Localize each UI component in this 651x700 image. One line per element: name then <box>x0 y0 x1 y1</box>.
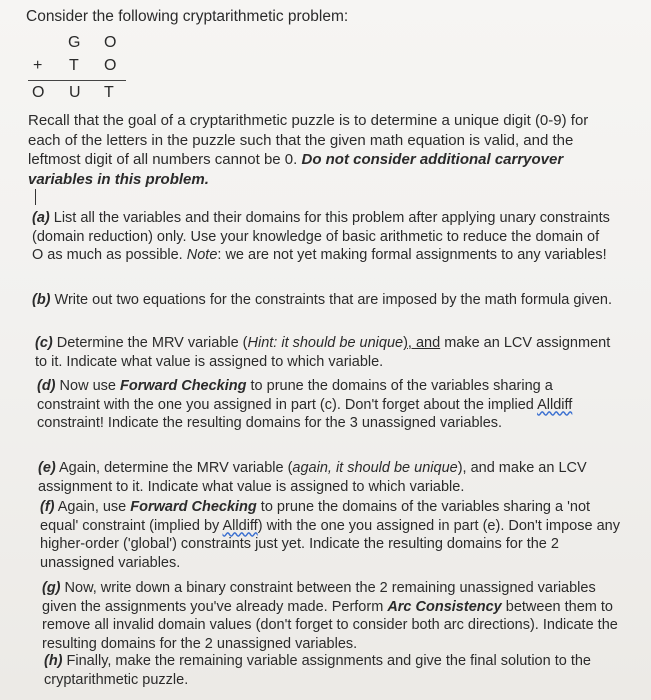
part-f-text-2: to prune the domains of the variables sharing a 'not equal' constraint (implied by <box>40 499 591 534</box>
part-a-label: (a) <box>32 210 50 226</box>
letter-o: O <box>104 34 117 51</box>
part-e-hint: again, it should be unique <box>292 460 458 476</box>
recall-paragraph <box>28 111 618 189</box>
part-c-text-3: make an LCV assignment to it. Indicate what value is assigned to which variable. <box>35 335 611 370</box>
letter-o: O <box>104 57 117 74</box>
part-g-text-2: between them to remove all invalid domain values (don't forget to consider both arc directions). Indicate the resulting domains for the 2 unassigned variables. <box>42 598 618 652</box>
part-a <box>32 209 612 265</box>
addend-to <box>24 57 128 79</box>
forward-checking-term: Forward Checking <box>120 378 247 394</box>
part-d-label: (d) <box>37 378 56 394</box>
addend-go <box>24 34 128 56</box>
part-h-label: (h) <box>44 653 63 669</box>
part-g <box>42 579 622 653</box>
recall-text: Recall that the goal of a cryptarithmetic puzzle is to determine a unique digit (0-9) for each of the letters in the puzzle such that the given math equation is valid, and the leftmost digit of all numbers cannot be 0. <box>28 112 589 168</box>
part-c-hint: Hint: it should be unique <box>247 335 404 351</box>
part-h <box>44 652 624 689</box>
part-g-text: Now, write down a binary constraint between the 2 remaining unassigned variables given the assignments you've already made. Perform <box>42 580 596 615</box>
part-a-text: List all the variables and their domains for this problem after applying unary constraints (domain reduction) only. Use your knowledge of basic arithmetic to reduce the domain of O as much as possible. <box>32 210 610 263</box>
part-a-note: Note <box>186 247 218 263</box>
letter-g: G <box>68 34 81 51</box>
part-e-label: (e) <box>38 460 56 476</box>
part-e-text: Again, determine the MRV variable ( <box>55 460 293 476</box>
arc-consistency-term: Arc Consistency <box>387 598 502 615</box>
part-f-label: (f) <box>40 499 55 515</box>
cryptarithm-puzzle <box>24 32 128 102</box>
part-d-text-3: constraint! Indicate the resulting domains for the 3 unassigned variables. <box>37 415 503 431</box>
recall-bold-note: Do not consider additional carryover variables in this problem. <box>28 151 564 188</box>
part-e-text-2: ), and make an LCV assignment to it. Indicate what value is assigned to which variable. <box>38 460 587 495</box>
part-h-text: Finally, make the remaining variable assignments and give the final solution to the cryptarithmetic puzzle. <box>44 653 591 688</box>
letter-o: O <box>32 84 45 101</box>
alldiff-term: Alldiff <box>222 517 258 534</box>
sum-out <box>24 84 128 106</box>
part-a-text-2: : we are not yet making formal assignments to any variables! <box>217 247 607 263</box>
part-f-text: Again, use <box>54 499 131 515</box>
plus-sign: + <box>33 57 43 74</box>
alldiff-term: Alldiff <box>537 396 573 413</box>
part-f <box>40 498 620 572</box>
part-b-label: (b) <box>32 292 51 308</box>
text-cursor <box>35 189 36 205</box>
letter-t: T <box>104 84 114 101</box>
intro-text: Consider the following cryptarithmetic problem: <box>26 8 349 25</box>
part-c-text: Determine the MRV variable ( <box>52 335 248 351</box>
part-d <box>37 377 617 433</box>
part-f-text-3: ) with the one you assigned in part (e). Don't impose any higher-order ('global') constraints just yet. Indicate the resulting domains for the 2 unassigned variables. <box>40 517 620 571</box>
part-c-label: (c) <box>35 335 53 351</box>
letter-t: T <box>69 57 79 74</box>
part-c <box>35 334 615 371</box>
forward-checking-term: Forward Checking <box>130 499 257 515</box>
sum-rule <box>28 80 126 81</box>
letter-u: U <box>69 84 81 101</box>
part-e <box>38 459 618 496</box>
part-d-text-2: to prune the domains of the variables sharing a constraint with the one you assigned in part (c). Don't forget about the implied <box>37 378 553 413</box>
part-b-text: Write out two equations for the constraints that are imposed by the math formula given. <box>50 292 613 308</box>
part-d-text: Now use <box>55 378 120 394</box>
part-g-label: (g) <box>42 580 61 596</box>
part-c-text-2: ), and <box>403 335 441 351</box>
part-b <box>32 291 612 310</box>
